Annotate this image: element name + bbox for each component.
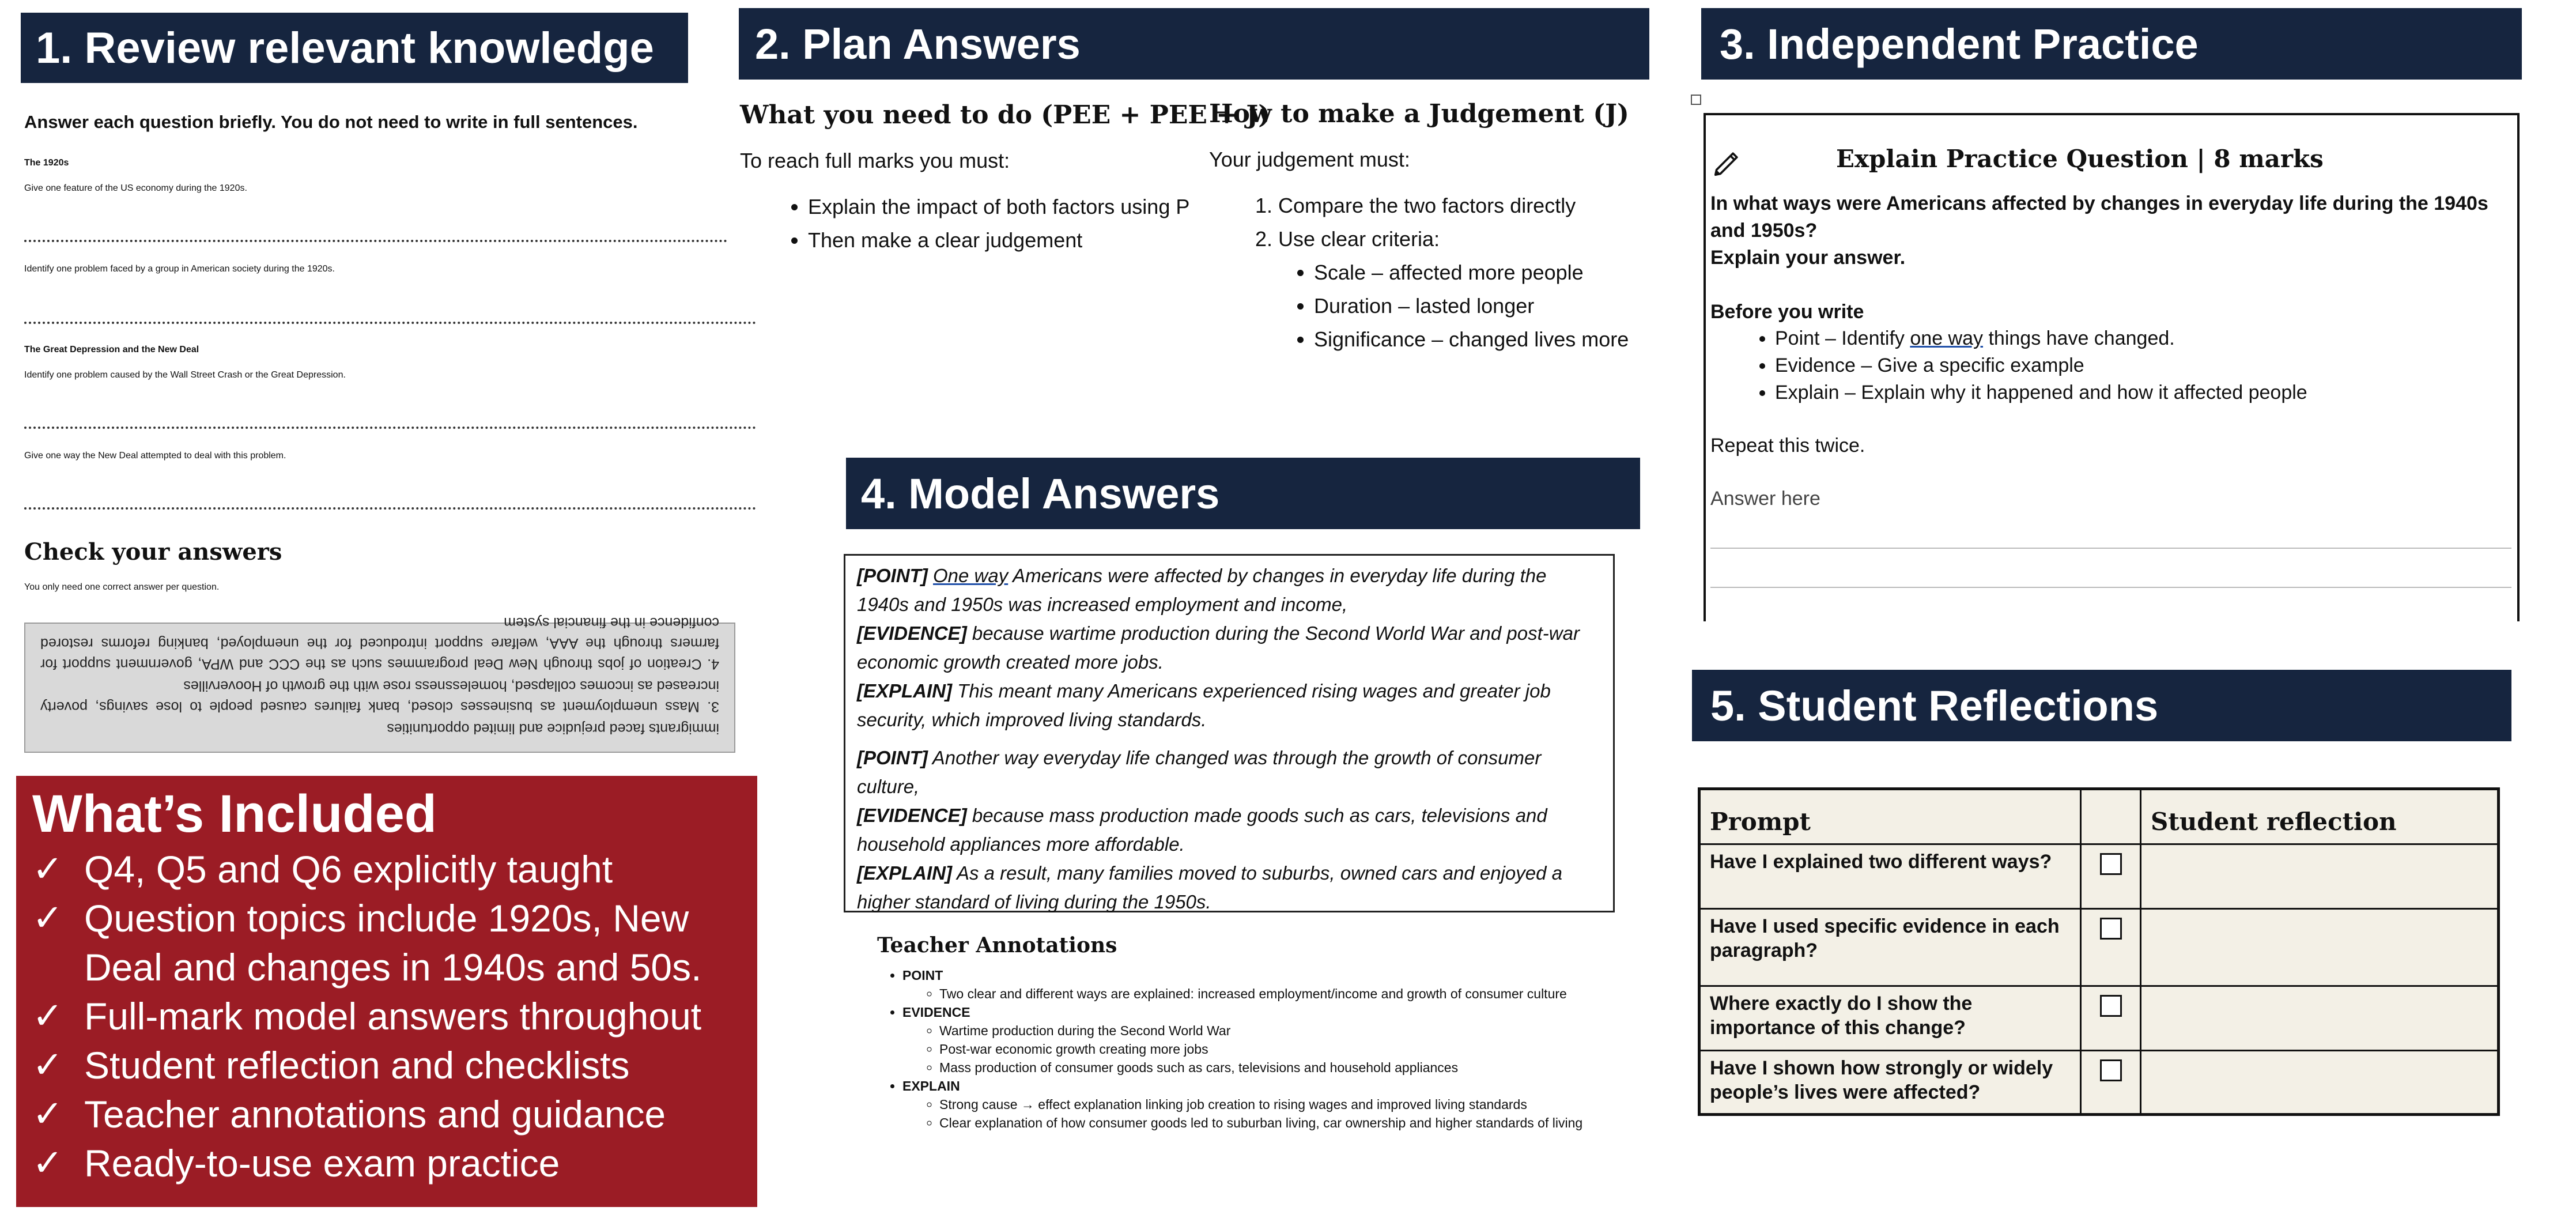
section4-header: 4. Model Answers — [846, 458, 1640, 529]
annotation-item: ◦ Two clear and different ways are explained: increased employment/income and growth of consumer culture — [939, 985, 1592, 1003]
table-row — [1699, 986, 2499, 1051]
answer-field[interactable]: Answer here — [1710, 488, 1820, 510]
reflection-checkbox[interactable] — [2100, 853, 2122, 875]
answer-line-4[interactable] — [24, 507, 756, 510]
table-row — [1699, 844, 2499, 909]
plan-left-item: • Then make a clear judgement — [808, 224, 1195, 257]
checklist-evidence: • Evidence – Give a specific example — [1775, 352, 2576, 379]
plan-right-title: How to make a Judgement (J) — [1209, 99, 1629, 129]
before-you-write-title: Before you write — [1710, 301, 1864, 323]
question-2: Identify one problem faced by a group in American society during the 1920s. — [24, 264, 335, 274]
plan-left-title: What you need to do (PEE + PEE + J) — [740, 100, 1271, 130]
upside-down-answers — [24, 614, 735, 753]
answer-line-3[interactable] — [24, 427, 756, 429]
pencil-icon — [1712, 148, 1743, 179]
check-icon: ✓ — [32, 1142, 63, 1185]
practice-question: In what ways were Americans affected by changes in everyday life during the 1940s and 1950s? — [1710, 193, 2488, 242]
model-answer-box — [844, 554, 1615, 912]
annotation-item: ◦ Mass production of consumer goods such as cars, televisions and household appliances — [939, 1058, 1592, 1077]
plan-left-column — [740, 98, 1271, 257]
col-header-check — [2081, 789, 2141, 844]
included-item: ✓ Teacher annotations and guidance — [32, 1090, 741, 1139]
plan-right-intro: Your judgement must: — [1209, 148, 1410, 171]
plan-right-item: 2. Use clear criteria: • Scale – affected more people • Duration – lasted longer • Significance – changed lives more — [1278, 222, 1659, 356]
check-answers-title: Check your answers — [24, 538, 282, 565]
section5-header: 5. Student Reflections — [1692, 670, 2511, 741]
section1-header: 1. Review relevant knowledge — [21, 13, 688, 83]
check-icon: ✓ — [32, 1093, 63, 1136]
col-header-reflection: Student reflection — [2141, 789, 2499, 844]
topic2-title: The Great Depression and the New Deal — [24, 345, 199, 354]
question-3: Identify one problem caused by the Wall Street Crash or the Great Depression. — [24, 370, 346, 380]
question-4: Give one way the New Deal attempted to deal with this problem. — [24, 451, 286, 461]
annotation-item: ◦ Post-war economic growth creating more jobs — [939, 1040, 1592, 1058]
reflection-cell[interactable] — [2141, 986, 2499, 1051]
prompt-cell: Where exactly do I show the importance of this change? — [1699, 986, 2081, 1051]
model-paragraph-1: [POINT] One way Americans were affected by changes in everyday life during the 1940s and 1950s was increased employment and income, [EVIDENCE] because wartime production during the Second World War and post-war economic growth created more jobs. [EXPLAIN] This meant many Americans experienced rising wages and greater job security, which improved living standards. — [857, 565, 1580, 730]
section3-header: 3. Independent Practice — [1701, 8, 2522, 80]
plan-right-item: 1. Compare the two factors directly — [1278, 189, 1659, 222]
plan-right-column — [1209, 97, 1659, 356]
answer-line[interactable] — [1710, 587, 2511, 588]
prompt-cell: Have I shown how strongly or widely people’s lives were affected? — [1699, 1051, 2081, 1115]
answer-line-2[interactable] — [24, 322, 756, 324]
repeat-instruction: Repeat this twice. — [1710, 435, 1865, 457]
plan-left-item: • Explain the impact of both factors using P — [808, 190, 1195, 224]
whats-included-title: What’s Included — [32, 785, 437, 843]
annotation-item: ◦ Clear explanation of how consumer goods led to suburban living, car ownership and higher standards of living — [939, 1114, 1592, 1132]
table-row — [1699, 909, 2499, 986]
practice-explain: Explain your answer. — [1710, 247, 1906, 269]
annotation-point: • POINT ◦ Two clear and different ways are explained: increased employment/income and growth of consumer culture — [902, 966, 1592, 1003]
criteria-item: • Significance – changed lives more — [1314, 323, 1659, 356]
check-icon: ✓ — [32, 897, 63, 940]
criteria-item: • Duration – lasted longer — [1314, 289, 1659, 323]
question-1: Give one feature of the US economy during the 1920s. — [24, 183, 247, 193]
included-item: ✓ Q4, Q5 and Q6 explicitly taught — [32, 845, 741, 894]
model-paragraph-2: [POINT] Another way everyday life changed was through the growth of consumer culture, [EVIDENCE] because mass production made goods such as cars, televisions and household appliances more affordable. [EXPLAIN] As a result, many families moved to suburbs, owned cars and enjoyed a higher standard of living during the 1950s. — [857, 747, 1562, 912]
prompt-cell: Have I explained two different ways? — [1699, 844, 2081, 909]
plan-left-intro: To reach full marks you must: — [740, 149, 1010, 172]
criteria-item: • Scale – affected more people — [1314, 256, 1659, 289]
reflection-table — [1698, 787, 2500, 1116]
topic1-title: The 1920s — [24, 158, 69, 168]
reflection-cell[interactable] — [2141, 909, 2499, 986]
checklist-explain: • Explain – Explain why it happened and how it affected people — [1775, 379, 2576, 406]
answer-text-a: immigrants faced prejudice and limited opportunities — [387, 721, 719, 737]
annotation-evidence: • EVIDENCE ◦ Wartime production during the Second World War ◦ Post-war economic growth creating more jobs ◦ Mass production of consumer goods such as cars, televisions and household appliances — [902, 1003, 1592, 1077]
check-icon: ✓ — [32, 995, 63, 1038]
practice-box — [1704, 113, 2520, 621]
prompt-cell: Have I used specific evidence in each paragraph? — [1699, 909, 2081, 986]
whats-included-panel — [16, 776, 757, 1207]
practice-question-title: Explain Practice Question | 8 marks — [1836, 145, 2324, 173]
annotations-title: Teacher Annotations — [877, 933, 1117, 957]
annotation-explain: • EXPLAIN ◦ Strong cause → effect explanation linking job creation to rising wages and improved living standards ◦ Clear explanation of how consumer goods led to suburban living, car ownership and higher standards of living — [902, 1077, 1592, 1132]
table-row — [1699, 1051, 2499, 1115]
included-item: ✓ Student reflection and checklists — [32, 1041, 741, 1090]
included-item: ✓ Full-mark model answers throughout — [32, 992, 741, 1041]
check-icon: ✓ — [32, 1044, 63, 1087]
col-header-prompt: Prompt — [1699, 789, 2081, 844]
answer-line-1[interactable] — [24, 240, 727, 242]
check-answers-text: You only need one correct answer per question. — [24, 582, 220, 592]
move-handle-icon[interactable] — [1691, 95, 1701, 105]
reflection-cell[interactable] — [2141, 1051, 2499, 1115]
checklist-point: • Point – Identify one way things have changed. — [1775, 325, 2576, 352]
section1-instructions: Answer each question briefly. You do not need to write in full sentences. — [24, 112, 638, 132]
answer-text-4: 4. Creation of jobs through New Deal programmes such as the CCC and WPA, government support for farmers through the AAA, welfare support introduced for the unemployed, banking reforms restored confidence in the financial system — [40, 614, 719, 672]
annotation-item: ◦ Strong cause → effect explanation linking job creation to rising wages and improved living standards — [939, 1095, 1592, 1114]
reflection-checkbox[interactable] — [2100, 995, 2122, 1017]
included-item: ✓ Ready-to-use exam practice — [32, 1139, 741, 1188]
answer-line[interactable] — [1710, 548, 2511, 549]
teacher-annotations — [877, 929, 1592, 1132]
answer-text-3: 3. Mass unemployment as businesses closed, bank failures caused people to lose savings, poverty increased as incomes collapsed, homelessness rose with the growth of Hoovervilles — [40, 678, 719, 715]
reflection-checkbox[interactable] — [2100, 918, 2122, 940]
reflection-checkbox[interactable] — [2100, 1059, 2122, 1081]
check-icon: ✓ — [32, 848, 63, 891]
reflection-cell[interactable] — [2141, 844, 2499, 909]
annotation-item: ◦ Wartime production during the Second World War — [939, 1021, 1592, 1040]
section2-header: 2. Plan Answers — [739, 8, 1649, 80]
included-item: ✓ Question topics include 1920s, New Deal and changes in 1940s and 50s. — [32, 894, 741, 992]
